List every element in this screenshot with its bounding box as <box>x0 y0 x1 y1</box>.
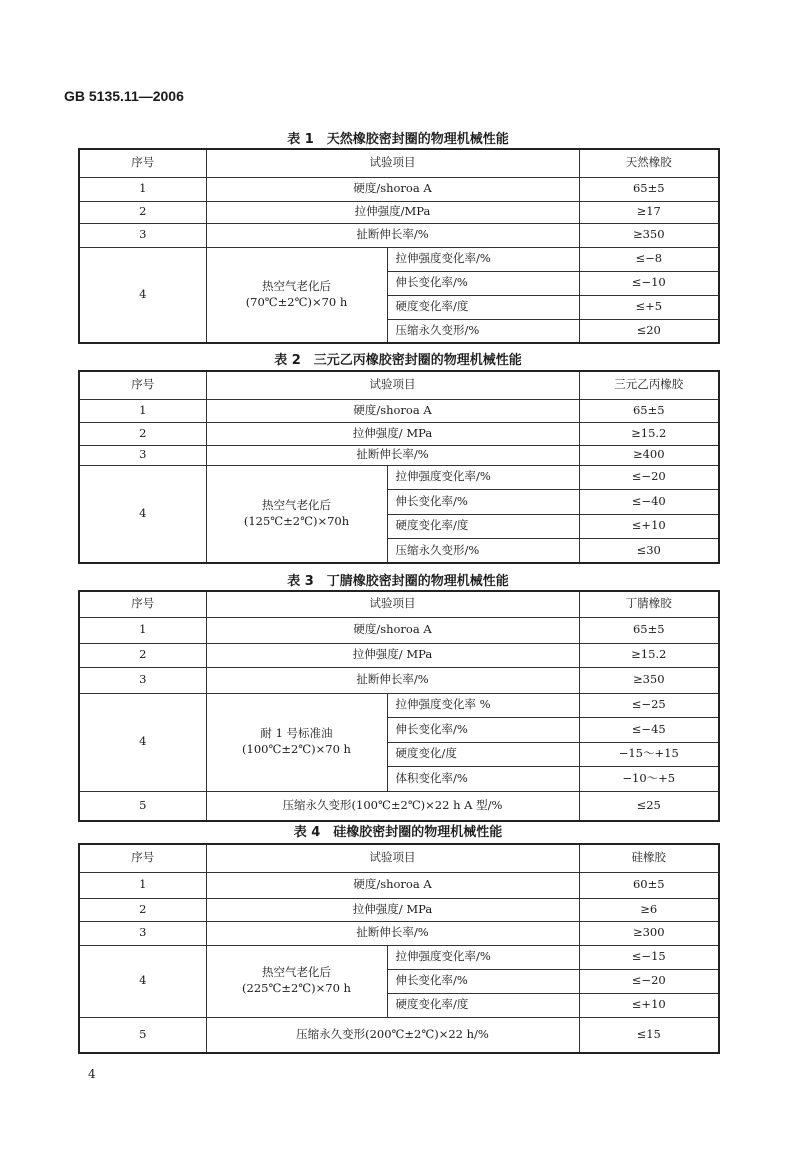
sub-item: 压缩永久变形/% <box>387 319 579 343</box>
table-caption: 表 2 三元乙丙橡胶密封圈的物理机械性能 <box>274 353 522 368</box>
table-row <box>79 921 719 945</box>
table-row <box>79 945 719 969</box>
sub-item: 拉伸强度变化率/% <box>387 465 579 490</box>
header-material: 丁腈橡胶 <box>579 591 719 617</box>
table-row <box>79 617 719 643</box>
header-test-item: 试验项目 <box>206 591 579 617</box>
sub-item: 拉伸强度变化率/% <box>387 945 579 969</box>
header-material: 天然橡胶 <box>579 149 719 177</box>
table-row <box>79 693 719 718</box>
sub-value: ≤−15 <box>579 945 719 969</box>
table-row <box>79 898 719 921</box>
properties-table <box>78 370 720 564</box>
properties-table <box>78 590 720 822</box>
row-value: ≤15 <box>579 1017 719 1053</box>
row-value: ≥6 <box>579 898 719 921</box>
sub-value: ≤30 <box>579 539 719 564</box>
sub-value: ≤−8 <box>579 247 719 271</box>
table-header-row <box>79 591 719 617</box>
row-number: 2 <box>79 898 206 921</box>
sub-value: ≤−10 <box>579 271 719 295</box>
row-value: ≥350 <box>579 223 719 247</box>
row-value: ≥400 <box>579 445 719 465</box>
table-row <box>79 445 719 465</box>
table-row <box>79 872 719 898</box>
header-test-item: 试验项目 <box>206 844 579 872</box>
row-value: 65±5 <box>579 399 719 422</box>
row-item: 压缩永久变形(200℃±2℃)×22 h/% <box>206 1017 579 1053</box>
sub-value: −15～+15 <box>579 742 719 767</box>
row-value: ≤25 <box>579 791 719 821</box>
condition-line: (125℃±2℃)×70h <box>243 513 350 528</box>
table-row <box>79 667 719 693</box>
sub-value: −10～+5 <box>579 767 719 792</box>
row-value: 65±5 <box>579 177 719 201</box>
table-row <box>79 1017 719 1053</box>
sub-value: ≤+10 <box>579 993 719 1017</box>
row-value: ≥15.2 <box>579 643 719 667</box>
row-item: 拉伸强度/MPa <box>206 201 579 223</box>
row-number: 2 <box>79 422 206 445</box>
header-seq: 序号 <box>79 591 206 617</box>
row-number: 3 <box>79 223 206 247</box>
row-number: 4 <box>79 945 206 1017</box>
row-number: 5 <box>79 791 206 821</box>
condition-line: 热空气老化后 <box>262 498 331 513</box>
row-item: 硬度/shoroa A <box>206 177 579 201</box>
header-test-item: 试验项目 <box>206 149 579 177</box>
header-test-item: 试验项目 <box>206 371 579 399</box>
table-header-row <box>79 371 719 399</box>
group-condition <box>206 465 387 563</box>
table-row <box>79 791 719 821</box>
row-number: 1 <box>79 177 206 201</box>
row-number: 3 <box>79 445 206 465</box>
row-number: 1 <box>79 617 206 643</box>
table-header-row <box>79 149 719 177</box>
condition-line: (225℃±2℃)×70 h <box>242 981 351 995</box>
row-item: 扯断伸长率/% <box>206 667 579 693</box>
row-value: 65±5 <box>579 617 719 643</box>
row-number: 4 <box>79 465 206 563</box>
table-caption: 表 3 丁腈橡胶密封圈的物理机械性能 <box>287 574 509 589</box>
sub-item: 压缩永久变形/% <box>387 539 579 564</box>
row-item: 拉伸强度/ MPa <box>206 643 579 667</box>
page-number: 4 <box>88 1067 96 1081</box>
row-item: 硬度/shoroa A <box>206 872 579 898</box>
row-value: ≥17 <box>579 201 719 223</box>
row-number: 2 <box>79 643 206 667</box>
sub-item: 伸长变化率/% <box>387 490 579 515</box>
sub-value: ≤−25 <box>579 693 719 718</box>
row-item: 扯断伸长率/% <box>206 921 579 945</box>
sub-value: ≤−45 <box>579 718 719 743</box>
row-item: 扯断伸长率/% <box>206 445 579 465</box>
table-row <box>79 201 719 223</box>
sub-item: 伸长变化率/% <box>387 969 579 993</box>
row-value: ≥350 <box>579 667 719 693</box>
group-condition <box>206 247 387 343</box>
table-row <box>79 643 719 667</box>
table-row <box>79 399 719 422</box>
sub-item: 体积变化率/% <box>387 767 579 792</box>
row-value: 60±5 <box>579 872 719 898</box>
sub-item: 伸长变化率/% <box>387 718 579 743</box>
sub-value: ≤+5 <box>579 295 719 319</box>
table-row <box>79 422 719 445</box>
sub-value: ≤20 <box>579 319 719 343</box>
table-row <box>79 247 719 271</box>
row-item: 拉伸强度/ MPa <box>206 422 579 445</box>
sub-item: 硬度变化/度 <box>387 742 579 767</box>
condition-line: (100℃±2℃)×70 h <box>242 742 351 756</box>
row-number: 4 <box>79 693 206 791</box>
group-condition <box>206 693 387 791</box>
sub-item: 硬度变化率/度 <box>387 295 579 319</box>
sub-item: 硬度变化率/度 <box>387 993 579 1017</box>
row-value: ≥300 <box>579 921 719 945</box>
condition-line: (70℃±2℃)×70 h <box>245 294 348 309</box>
header-material: 三元乙丙橡胶 <box>579 371 719 399</box>
row-item: 扯断伸长率/% <box>206 223 579 247</box>
table-row <box>79 465 719 490</box>
header-seq: 序号 <box>79 371 206 399</box>
row-value: ≥15.2 <box>579 422 719 445</box>
properties-table <box>78 843 720 1054</box>
row-item: 压缩永久变形(100℃±2℃)×22 h A 型/% <box>206 791 579 821</box>
row-number: 4 <box>79 247 206 343</box>
row-number: 1 <box>79 399 206 422</box>
row-item: 拉伸强度/ MPa <box>206 898 579 921</box>
table-row <box>79 223 719 247</box>
group-condition <box>206 945 387 1017</box>
row-item: 硬度/shoroa A <box>206 399 579 422</box>
header-material: 硅橡胶 <box>579 844 719 872</box>
condition-line: 耐 1 号标准油 <box>260 726 333 741</box>
table-caption: 表 4 硅橡胶密封圈的物理机械性能 <box>293 825 503 840</box>
row-number: 3 <box>79 667 206 693</box>
row-item: 硬度/shoroa A <box>206 617 579 643</box>
sub-value: ≤−40 <box>579 490 719 515</box>
properties-table <box>78 148 720 344</box>
sub-item: 硬度变化率/度 <box>387 514 579 539</box>
table-caption: 表 1 天然橡胶密封圈的物理机械性能 <box>287 132 509 147</box>
row-number: 2 <box>79 201 206 223</box>
row-number: 1 <box>79 872 206 898</box>
header-seq: 序号 <box>79 844 206 872</box>
header-seq: 序号 <box>79 149 206 177</box>
sub-item: 拉伸强度变化率 % <box>387 693 579 718</box>
row-number: 5 <box>79 1017 206 1053</box>
condition-line: 热空气老化后 <box>262 965 331 980</box>
table-header-row <box>79 844 719 872</box>
sub-value: ≤−20 <box>579 969 719 993</box>
sub-value: ≤−20 <box>579 465 719 490</box>
standard-number: GB 5135.11—2006 <box>64 88 184 104</box>
sub-item: 拉伸强度变化率/% <box>387 247 579 271</box>
row-number: 3 <box>79 921 206 945</box>
sub-item: 伸长变化率/% <box>387 271 579 295</box>
condition-line: 热空气老化后 <box>262 279 331 294</box>
table-row <box>79 177 719 201</box>
sub-value: ≤+10 <box>579 514 719 539</box>
